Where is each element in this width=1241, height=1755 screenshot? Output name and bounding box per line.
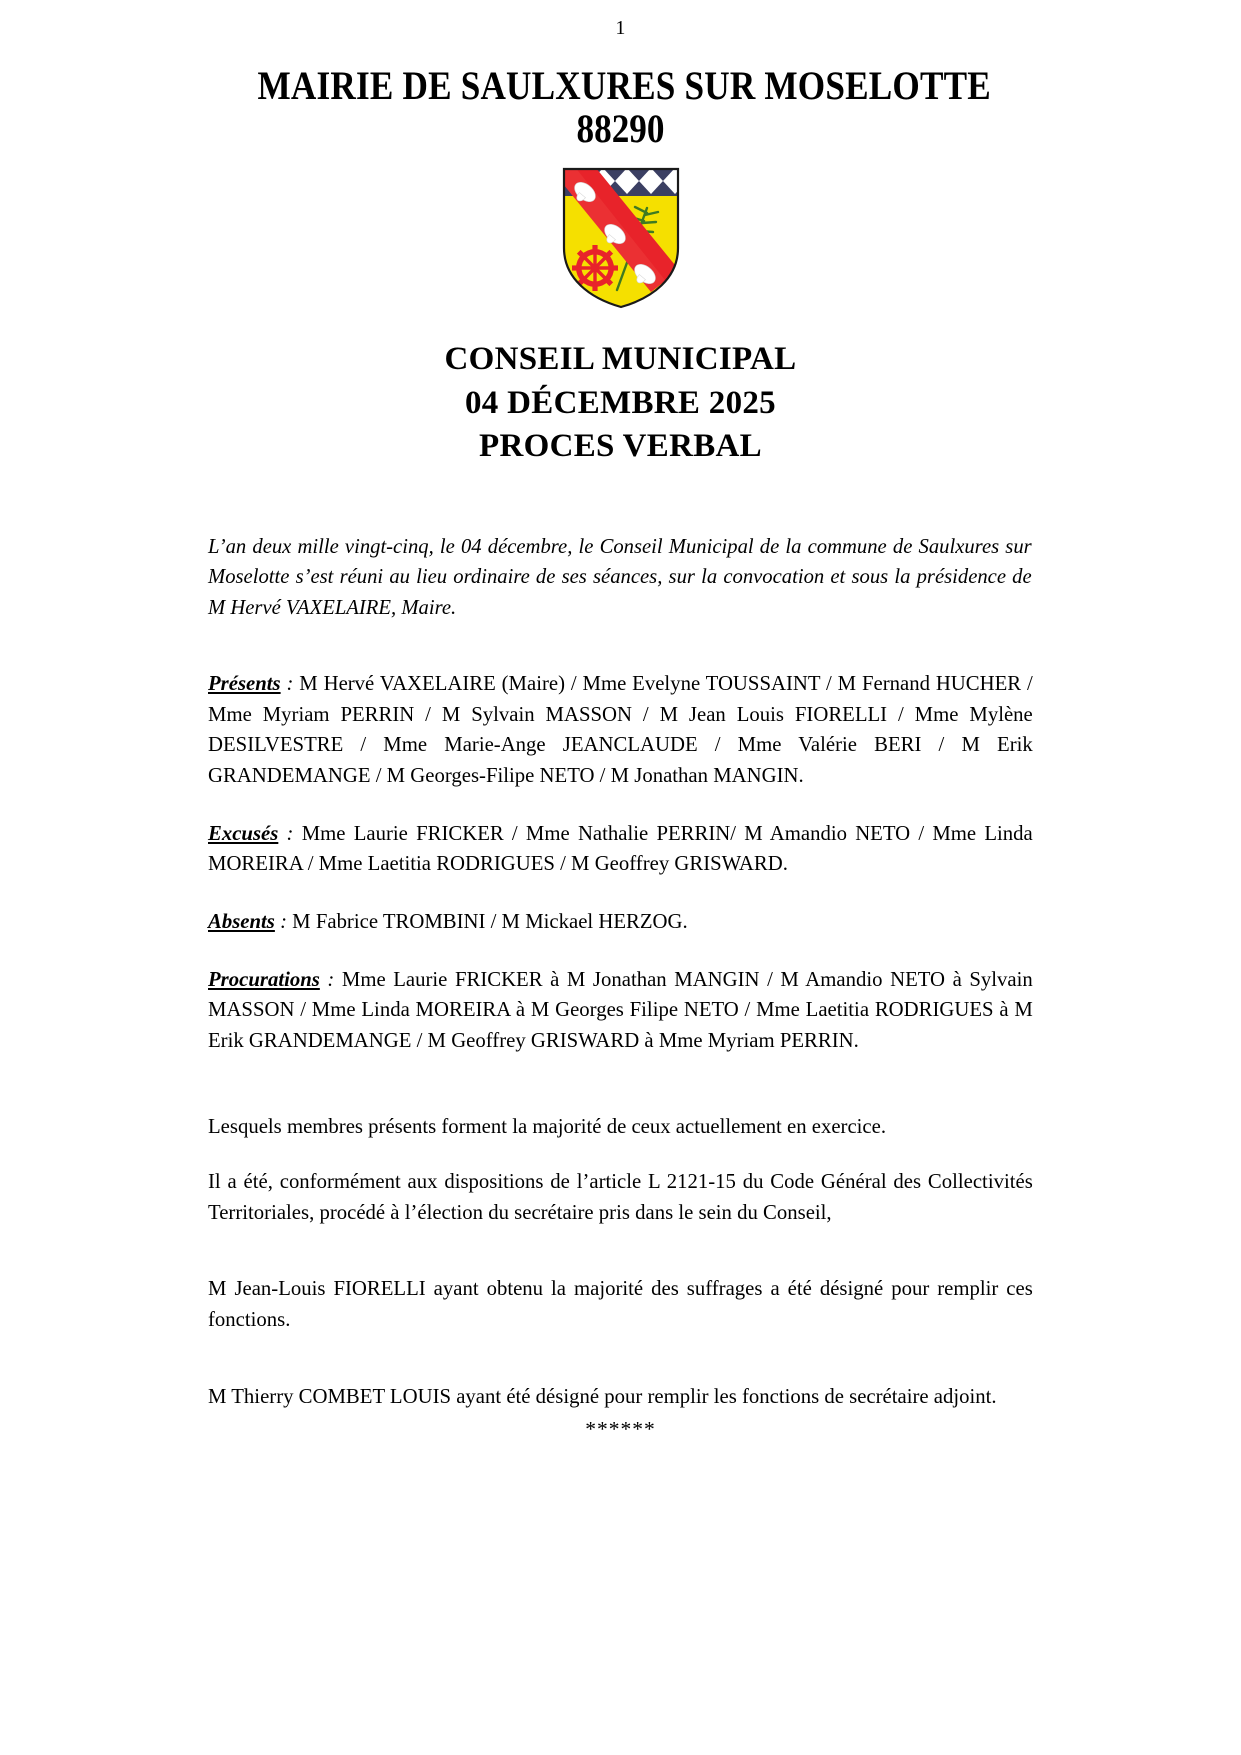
presents-paragraph — [208, 668, 1033, 791]
page-number: 1 — [615, 17, 626, 39]
section-separator: ****** — [585, 1417, 656, 1442]
absents-list: M Fabrice TROMBINI / M Mickael HERZOG. — [292, 908, 688, 933]
majority-paragraph: Lesquels membres présents forment la majorité de ceux actuellement en exercice. — [208, 1114, 887, 1139]
procurations-list: Mme Laurie FRICKER à M Jonathan MANGIN / M Amandio NETO à Sylvain MASSON / Mme Linda MOREIRA à M Georges Filipe NETO / Mme Laetitia RODRIGUES à M Erik GRANDEMANGE / M Geoffrey GRISWARD à Mme Myriam PERRIN. — [208, 966, 1033, 1052]
heading-proces-verbal: PROCES VERBAL — [479, 428, 762, 465]
presents-colon: : — [280, 671, 300, 696]
excuses-colon: : — [278, 820, 302, 845]
procurations-paragraph — [208, 964, 1033, 1056]
presents-list: M Hervé VAXELAIRE (Maire) / Mme Evelyne TOUSSAINT / M Fernand HUCHER / Mme Myriam PERRIN / M Sylvain MASSON / M Jean Louis FIORELLI / Mme Mylène DESILVESTRE / Mme Marie-Ange JEANCLAUDE / Mme Valérie BERI / M Erik GRANDEMANGE / M Georges-Filipe NETO / M Jonathan MANGIN. — [208, 671, 1033, 788]
secretary-paragraph: M Jean-Louis FIORELLI ayant obtenu la majorité des suffrages a été désigné pour remplir ces fonctions. — [208, 1276, 1033, 1331]
procurations-label: Procurations — [208, 966, 320, 991]
excuses-list: Mme Laurie FRICKER / Mme Nathalie PERRIN/ M Amandio NETO / Mme Linda MOREIRA / Mme Laetitia RODRIGUES / M Geoffrey GRISWARD. — [208, 820, 1033, 876]
procurations-colon: : — [319, 966, 342, 991]
presents-label: Présents — [208, 671, 281, 696]
excuses-label: Excusés — [208, 820, 279, 845]
intro-paragraph: L’an deux mille vingt-cinq, le 04 décembre, le Conseil Municipal de la commune de Saulxures sur Moselotte s’est réuni au lieu ordinaire de ses séances, sur la convocation et sous la présidence de M Hervé VAXELAIRE, Maire. — [208, 533, 1032, 619]
coat-of-arms-icon — [561, 166, 681, 310]
absents-paragraph — [208, 906, 1033, 937]
heading-date: 04 DÉCEMBRE 2025 — [465, 384, 776, 421]
election-paragraph: Il a été, conformément aux dispositions de l’article L 2121-15 du Code Général des Collectivités Territoriales, procédé à l’élection du secrétaire pris dans le sein du Conseil, — [208, 1169, 1033, 1224]
deputy-secretary-paragraph: M Thierry COMBET LOUIS ayant été désigné pour remplir les fonctions de secrétaire adjoint. — [208, 1383, 997, 1408]
heading-conseil-municipal: CONSEIL MUNICIPAL — [444, 340, 797, 377]
absents-label: Absents — [208, 908, 275, 933]
meeting-headings — [208, 338, 1033, 469]
masthead — [208, 64, 1033, 152]
coat-of-arms-container — [208, 166, 1033, 310]
commune-title: MAIRIE DE SAULXURES SUR MOSELOTTE — [257, 63, 991, 108]
absents-colon: : — [274, 908, 293, 933]
excuses-paragraph — [208, 818, 1033, 879]
postal-code: 88290 — [576, 106, 665, 152]
